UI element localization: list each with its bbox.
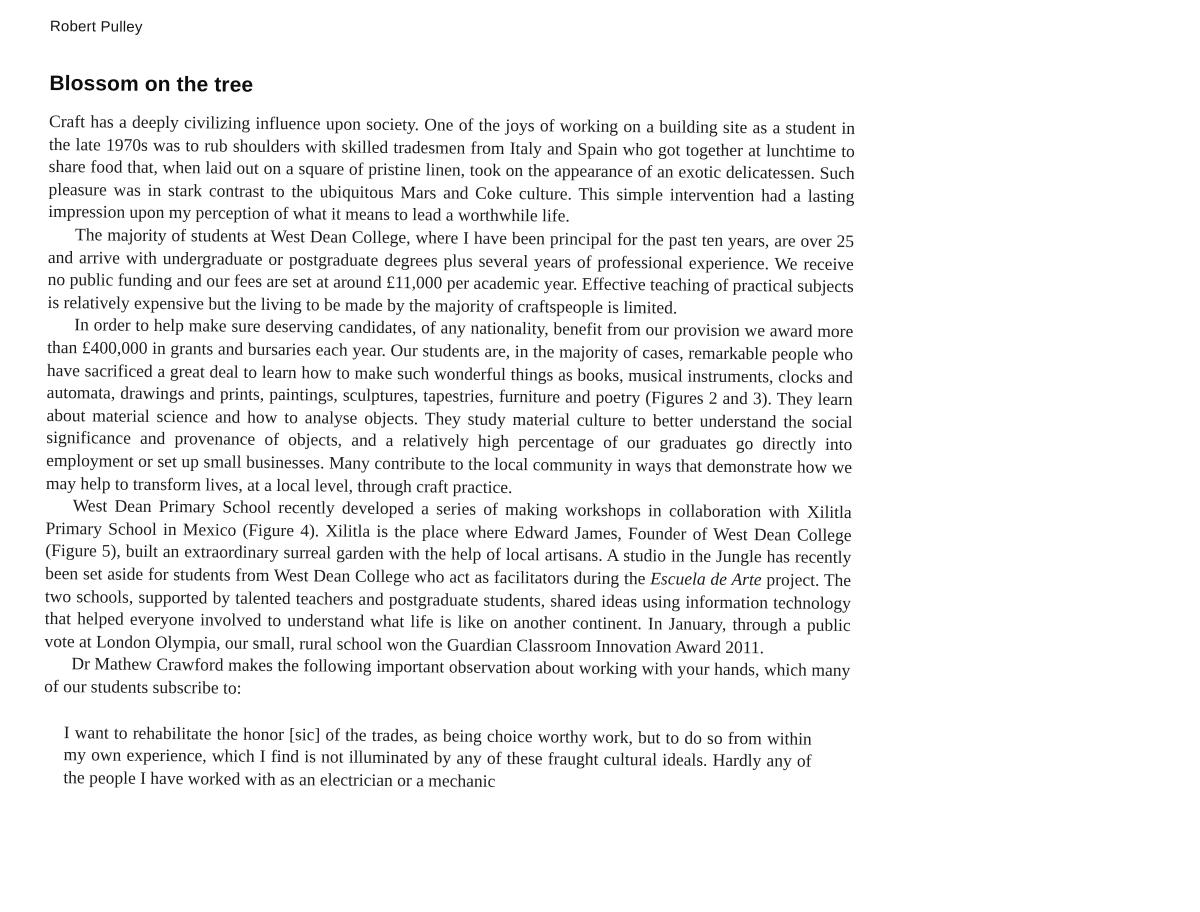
paragraph-4-text-after-italic: project. The two schools, supported by talented teachers and postgraduate students, shared ideas using information technology that helped everyone involved to understand what life is like on another continent. In January, through a public vote at London Olympia, our small, rural school won the Guardian Classroom Innovation Award 2011. bbox=[44, 569, 852, 657]
paragraph-4 bbox=[44, 494, 851, 659]
paragraph-5: Dr Mathew Crawford makes the following important observation about working with your hands, which many of our students subscribe to: bbox=[44, 653, 851, 698]
paragraph-1: Craft has a deeply civilizing influence upon society. One of the joys of working on a building site as a student in the late 1970s was to rub shoulders with skilled tradesmen from Italy and Spain who got together at lunchtime to share food that, when laid out on a square of pristine linen, took on the appearance of an exotic delicatessen. Such pleasure was in stark contrast to the ubiquitous Mars and Coke culture. This simple intervention had a lasting impression upon my perception of what it means to lead a worthwhile life. bbox=[48, 111, 856, 226]
paragraph-2: The majority of students at West Dean College, where I have been principal for the past ten years, are over 25 and arrive with undergraduate or postgraduate degrees plus several years of professional experience. We receive no public funding and our fees are set at around £11,000 per academic year. Effective teaching of practical subjects is relatively expensive but the living to be made by the majority of craftspeople is limited. bbox=[47, 224, 855, 318]
page-title: Blossom on the tree bbox=[49, 71, 254, 97]
article-body bbox=[43, 110, 855, 795]
block-quote: I want to rehabilitate the honor [sic] of the trades, as being choice worthy work, but to do so from within my own experience, which I find is not illuminated by any of these fraught cultural ideals. Hardly any of the people I have worked with as an electrician or a mechanic bbox=[63, 721, 812, 791]
author-name: Robert Pulley bbox=[49, 18, 143, 36]
paragraph-3: In order to help make sure deserving candidates, of any nationality, benefit from our provision we award more than £400,000 in grants and bursaries each year. Our students are, in the majority of cases, remarkable people who have sacrificed a great deal to learn how to make such wonderful things as books, musical instruments, clocks and automata, drawings and prints, paintings, sculptures, tapestries, furniture and poetry (Figures 2 and 3). They learn about material science and how to analyse objects. They study material culture to better understand the social significance and provenance of objects, and a relatively high percentage of our graduates go directly into employment or set up small businesses. Many contribute to the local community in ways that demonstrate how we may help to transform lives, at a local level, through craft practice. bbox=[45, 314, 854, 497]
page-content bbox=[43, 18, 856, 795]
paragraph-4-italic-phrase: Escuela de Arte bbox=[650, 568, 762, 590]
paragraph-4-text-before-italic: West Dean Primary School recently developed a series of making workshops in collaboration with Xilitla Primary School in Mexico (Figure 4). Xilitla is the place where Edward James, Founder of West Dean College (Figure 5), built an extraordinary surreal garden with the help of local artisans. A studio in the Jungle has recently been set aside for students from West Dean College who act as facilitators during the bbox=[45, 495, 852, 589]
